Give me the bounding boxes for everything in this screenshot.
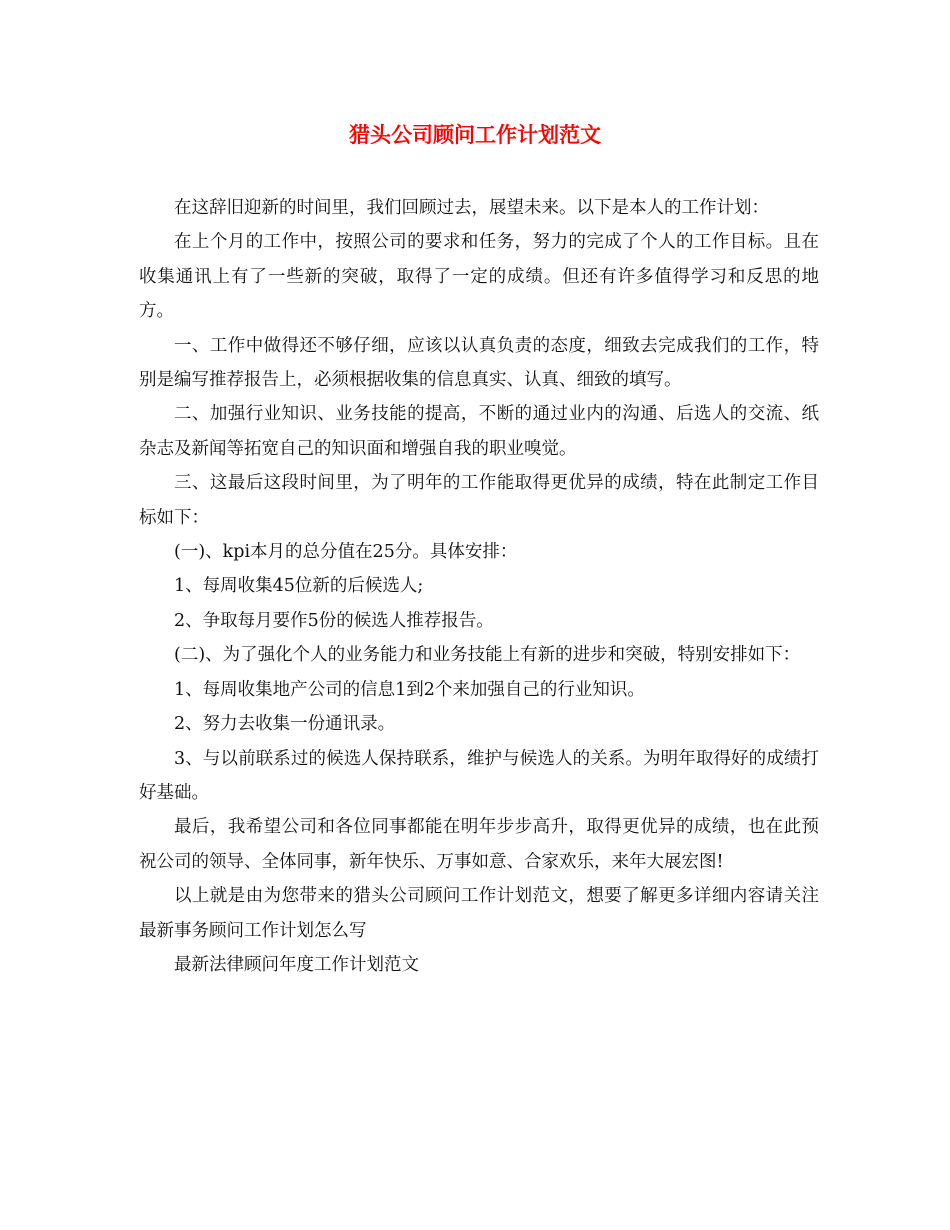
paragraph-point-one: 一、工作中做得还不够仔细，应该以认真负责的态度，细致去完成我们的工作，特别是编写推荐报告上，必须根据收集的信息真实、认真、细致的填写。: [139, 335, 819, 391]
paragraph-skills: (二)、为了强化个人的业务能力和业务技能上有新的进步和突破，特别安排如下：: [174, 645, 801, 666]
paragraph-closing-wishes: 最后，我希望公司和各位同事都能在明年步步高升，取得更优异的成绩，也在此预祝公司的领导、全体同事，新年快乐、万事如意、合家欢乐，来年大展宏图!: [139, 817, 819, 872]
paragraph-skills-item-1: 1、每周收集地产公司的信息1到2个来加强自己的行业知识。: [174, 679, 645, 700]
document-body: [139, 191, 819, 982]
paragraph-kpi-item-1: 1、每周收集45位新的后候选人;: [174, 576, 424, 597]
related-prefix: 以上就是由为您带来的猎头公司顾问工作计划范文，想要了解更多详细内容请关注: [174, 886, 819, 907]
related-link-2[interactable]: 最新法律顾问年度工作计划范文: [174, 954, 419, 975]
paragraph-related: [139, 879, 819, 948]
paragraph-skills-item-2: 2、努力去收集一份通讯录。: [174, 714, 396, 735]
related-link-1[interactable]: 最新事务顾问工作计划怎么写: [139, 920, 367, 941]
document-title: 猎头公司顾问工作计划范文: [349, 123, 601, 147]
paragraph-related-link-2: [139, 948, 819, 982]
paragraph-kpi-item-2: 2、争取每月要作5份的候选人推荐报告。: [174, 610, 494, 631]
paragraph-kpi: (一)、kpi本月的总分值在25分。具体安排：: [174, 542, 518, 563]
paragraph-skills-item-3: 3、与以前联系过的候选人保持联系，维护与候选人的关系。为明年取得好的成绩打好基础。: [139, 748, 819, 803]
paragraph-point-three: 三、这最后这段时间里，为了明年的工作能取得更优异的成绩，特在此制定工作目标如下：: [139, 473, 819, 528]
paragraph-intro: 在这辞旧迎新的时间里，我们回顾过去，展望未来。以下是本人的工作计划：: [174, 198, 769, 218]
paragraph-point-two: 二、加强行业知识、业务技能的提高，不断的通过业内的沟通、后选人的交流、纸杂志及新闻等拓宽自己的知识面和增强自我的职业嗅觉。: [139, 404, 819, 459]
paragraph-summary: 在上个月的工作中，按照公司的要求和任务，努力的完成了个人的工作目标。且在收集通讯上有了一些新的突破，取得了一定的成绩。但还有许多值得学习和反思的地方。: [139, 232, 819, 322]
